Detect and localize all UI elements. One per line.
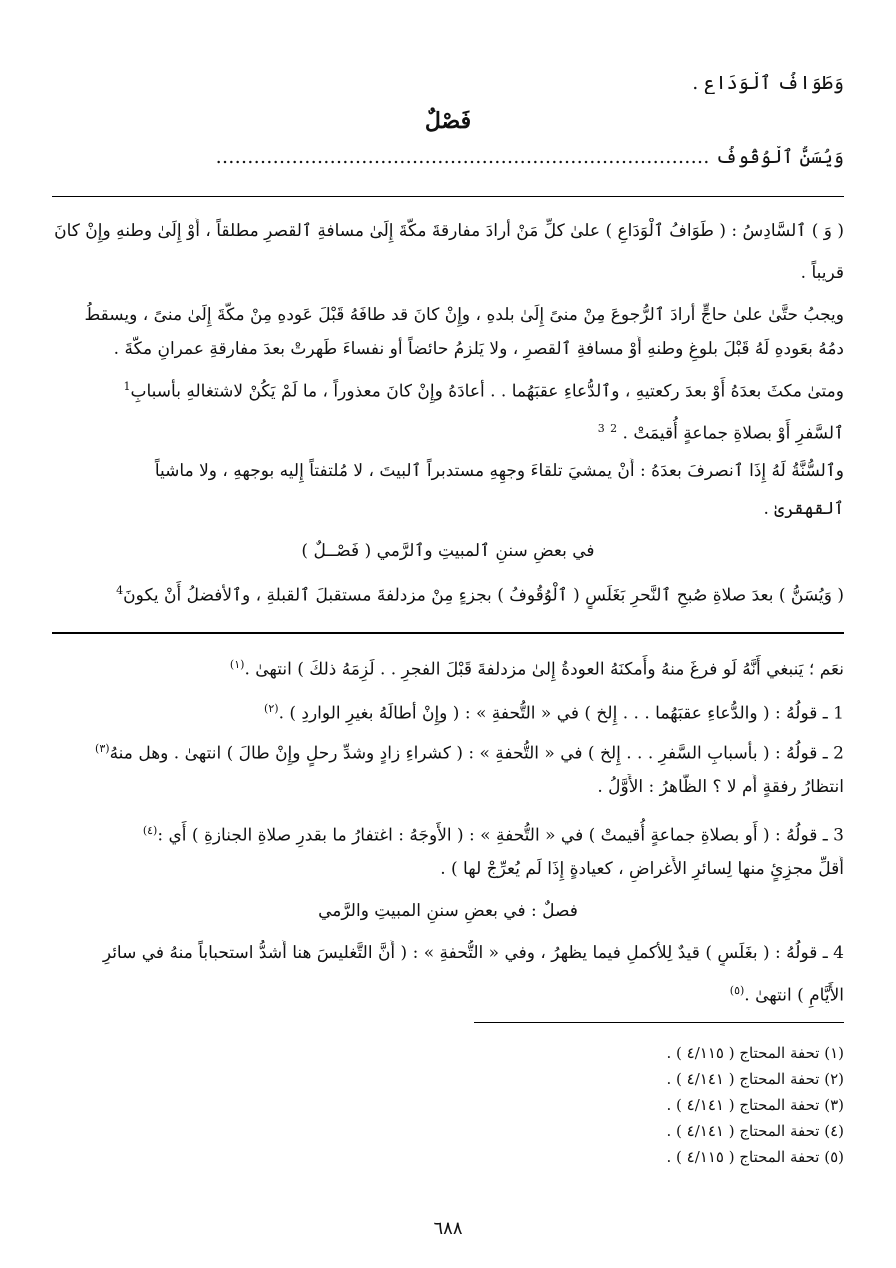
footnote-4: (٤) تحفة المحتاج ( ٤/١٤١ ) . [666, 1122, 844, 1140]
footnote-3: (٣) تحفة المحتاج ( ٤/١٤١ ) . [666, 1096, 844, 1114]
sharh-fasl-heading: ( فَصْــلٌ ) في بعضِ سننِ ٱلمبيتِ وٱلرَّمي [301, 541, 595, 561]
middle-rule [52, 632, 844, 634]
hashiya-ref-1: (١) [229, 658, 245, 671]
hashiya-line-2 [52, 696, 844, 727]
hashiya-line-3-text: 2 ـ قولُهُ : ( بأسبابِ السَّفرِ . . . إِلخ ) في « التُّحفةِ » : ( كشراءِ زادٍ وشدِّ رحلٍ وإِنْ طالَ ) انتهىٰ . وهل منهُ [109, 743, 844, 764]
hashiya-line-5 [52, 818, 844, 849]
hashiya-ref-4: (٤) [142, 824, 158, 837]
hashiya-fasl-heading: فصلٌ : في بعضِ سننِ المبيتِ والرَّمي [318, 901, 578, 921]
hashiya-line-5-text: 3 ـ قولُهُ : ( أَو بصلاةِ جماعةٍ أُقيمتْ ) في « التُّحفةِ » : ( الأَوجَهُ : اغتفارُ ما بقدرِ صلاةِ الجنازةِ ) أَي : [157, 825, 844, 846]
hashiya-line-1-text: نعَم ؛ يَنبغي أَنَّهُ لَو فرغَ منهُ وأَمكنَهُ العودةُ إِلىٰ مزدلفةَ قَبْلَ الفجرِ . . لَزِمَهُ ذلكَ ) انتهىٰ . [244, 659, 844, 680]
hashiya-ref-5: (٥) [729, 984, 745, 997]
hashiya-line-6: أَقلِّ مجزِئٍ منها لِسائرِ الأَغراضِ ، كعيادةٍ إِذَا لَم يُعرِّجْ لها ) . [440, 859, 844, 879]
footnote-5: (٥) تحفة المحتاج ( ٤/١١٥ ) . [666, 1148, 844, 1166]
hashiya-line-7: 4 ـ قولُهُ : ( بغَلَسٍ ) قيدٌ لِلأكملِ فيما يظهرُ ، وفي « التُّحفةِ » : ( أَنَّ التَّغليسَ هنا أَشدُّ استحباباً منهُ في سائرِ [102, 943, 844, 963]
sharh-line-2: قريباً . [800, 263, 844, 283]
hashiya-line-2-text: 1 ـ قولُهُ : ( والدُّعاءِ عقبَهُما . . . إِلخ ) في « التُّحفةِ » : ( وإِنْ أطالَهُ بغيرِ الواردِ ) . [278, 703, 844, 724]
matn-line-2-text: وَيُسَنُّ ٱلْوُقُوفُ [715, 146, 844, 168]
hashiya-ref-2: (٢) [264, 702, 279, 715]
matn-dots: …………………………………………………………………… [215, 146, 710, 168]
matn-line-1: وَطَوَافُ ٱلْوَدَاعِ . [692, 72, 844, 94]
sharh-line-5-text: ومتىٰ مكثَ بعدَهُ أَوْ بعدَ ركعتيهِ ، وٱلدُّعاءِ عقبَهُما . . أعادَهُ وإِنْ كانَ معذوراً ، ما لَمْ يَكُنْ لاشتغالهِ بأسبابِ [130, 381, 844, 402]
note-ref-1: 1 [123, 380, 131, 393]
hashiya-line-3 [52, 736, 844, 767]
sharh-line-6-text: ٱلسَّفرِ أَوْ بصلاةِ جماعةٍ أُقيمَتْ . [622, 423, 844, 444]
sharh-line-7: وٱلسُّنَّةُ لَهُ إِذَا ٱنصرفَ بعدَهُ : أَنْ يمشيَ تلقاءَ وجهِهِ مستدبراً ٱلبيتَ ، لا مُلتفتاً إِليه بوجههِ ، ولا ماشياً [154, 461, 844, 481]
sharh-line-3: ويجبُ حتَّىٰ علىٰ حاجٍّ أرادَ ٱلرُّجوعَ مِنْ منىً إِلَىٰ بلدهِ ، وإِنْ كانَ قد طافَهُ قَبْلَ عَودهِ مِنْ مكَّةَ إِلَىٰ منىً ، ويسقطُ [84, 305, 844, 325]
sharh-line-1: ( وَ ) ٱلسَّادِسُ : ( طَوَافُ ٱلْوَدَاعِ ) علىٰ كلِّ مَنْ أرادَ مفارقةَ مكَّةَ إِلَىٰ مسافةِ ٱلقصرِ مطلقاً ، أَوْ إِلَىٰ وطنهِ وإِنْ كانَ [54, 221, 844, 241]
sharh-last-text: ( وَيُسَنُّ ) بعدَ صلاةِ صُبحِ ٱلنَّحرِ بَغَلَسٍ ( ٱلْوُقُوفُ ) بجزءٍ مِنْ مزدلفةَ مستقبلَ ٱلقبلةِ ، وٱلأفضلُ أَنْ يكونَ [123, 585, 844, 606]
sharh-line-6 [52, 416, 844, 447]
note-ref-2: 2 [610, 422, 618, 435]
page-number: ٦٨٨ [433, 1218, 463, 1239]
sharh-line-last [52, 578, 844, 609]
sharh-line-8: ٱلقهقرىٰ . [763, 499, 844, 519]
fasl-heading: فَصْلٌ [424, 108, 472, 134]
sharh-line-4: دمُهُ بعَودهِ لَهُ قَبْلَ بلوغِ وطنهِ أَوْ مسافةِ ٱلقصرِ ، ولا يَلزمُ حائضاً أو نفساءَ طَهرتْ بعدَ مفارقةِ عمرانِ مكَّةَ . [113, 339, 844, 359]
hashiya-line-8-text: الأَيَّامِ ) انتهىٰ . [744, 985, 844, 1006]
matn-line-2 [52, 146, 844, 168]
hashiya-line-4: انتظارُ رفقةٍ أَم لا ؟ الظَّاهرُ : الأَوَّلُ . [597, 777, 844, 797]
hashiya-ref-3: (٣) [95, 742, 110, 755]
note-ref-3: 3 [597, 422, 605, 435]
sharh-line-5 [52, 374, 844, 405]
footnote-2: (٢) تحفة المحتاج ( ٤/١٤١ ) . [666, 1070, 844, 1088]
footnote-1: (١) تحفة المحتاج ( ٤/١١٥ ) . [666, 1044, 844, 1062]
note-ref-4: 4 [116, 584, 124, 597]
hashiya-line-8 [52, 978, 844, 1009]
hashiya-line-1 [52, 652, 844, 683]
footnote-rule [474, 1022, 844, 1023]
top-rule [52, 196, 844, 197]
